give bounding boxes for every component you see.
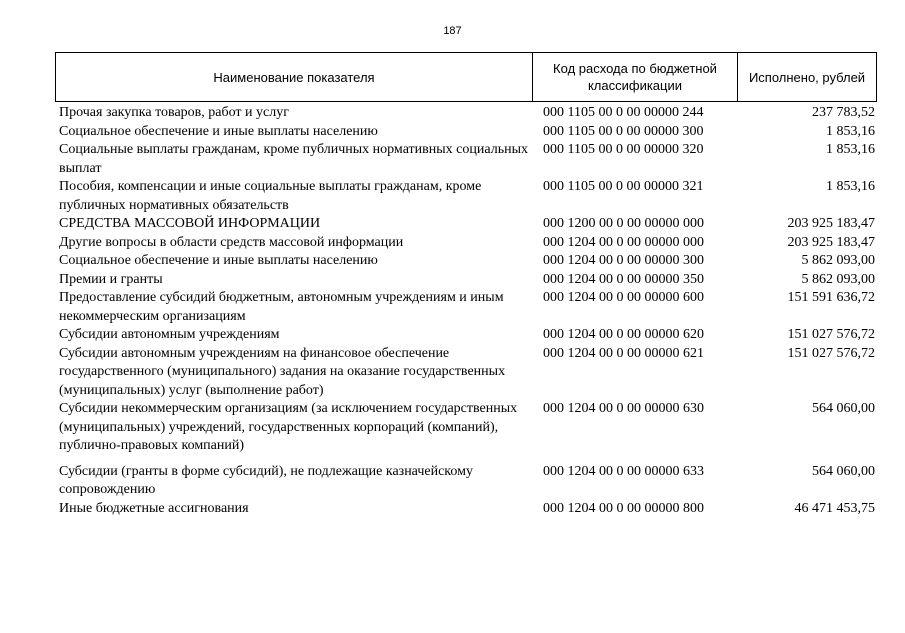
row-code: 000 1204 00 0 00 00000 621: [543, 345, 704, 361]
table-row: [55, 326, 877, 345]
row-code: 000 1204 00 0 00 00000 600: [543, 290, 704, 305]
table-row: [55, 234, 877, 253]
row-code: 000 1200 00 0 00 00000 000: [543, 216, 704, 231]
row-name: Субсидии некоммерческим организациям (за исключением государственных (муниципальных) учреждений, государственных корпораций (компаний), публично-правовых компаний): [59, 401, 518, 453]
table-row: [55, 463, 877, 500]
row-amount: 151 591 636,72: [787, 290, 875, 305]
row-name: Социальные выплаты гражданам, кроме публичных нормативных социальных выплат: [59, 142, 528, 176]
row-code: 000 1105 00 0 00 00000 321: [543, 179, 704, 194]
row-name: Предоставление субсидий бюджетным, автономным учреждениям и иным некоммерческим организациям: [59, 290, 504, 324]
row-code: 000 1105 00 0 00 00000 300: [543, 123, 704, 139]
header-name-column: Наименование показателя: [56, 53, 533, 101]
row-code: 000 1204 00 0 00 00000 630: [543, 401, 704, 416]
table-body: [55, 104, 877, 518]
row-amount: 46 471 453,75: [794, 500, 875, 516]
table-row: [55, 104, 877, 123]
row-amount: 151 027 576,72: [787, 327, 875, 342]
table-row: [55, 289, 877, 326]
row-code: 000 1204 00 0 00 00000 620: [543, 327, 704, 342]
row-amount: 1 853,16: [826, 123, 875, 139]
table-row: [55, 178, 877, 215]
row-name: Субсидии автономным учреждениям: [59, 327, 280, 342]
row-code: 000 1105 00 0 00 00000 320: [543, 142, 704, 157]
row-amount: 203 925 183,47: [787, 216, 875, 231]
table-row: [55, 400, 877, 456]
row-code: 000 1204 00 0 00 00000 300: [543, 253, 704, 268]
row-name: СРЕДСТВА МАССОВОЙ ИНФОРМАЦИИ: [59, 216, 321, 231]
row-amount: 5 862 093,00: [801, 271, 875, 287]
row-name: Прочая закупка товаров, работ и услуг: [59, 105, 289, 120]
row-name: Социальное обеспечение и иные выплаты населению: [59, 123, 378, 139]
header-code-column: Код расхода по бюджетной классификации: [533, 53, 738, 101]
row-amount: 237 783,52: [812, 105, 875, 120]
table-row: [55, 252, 877, 271]
row-amount: 564 060,00: [812, 401, 875, 416]
header-amount-column: Исполнено, рублей: [748, 69, 866, 85]
row-name: Субсидии (гранты в форме субсидий), не подлежащие казначейскому сопровождению: [59, 463, 473, 497]
table-row: [55, 271, 877, 290]
row-name: Социальное обеспечение и иные выплаты населению: [59, 253, 378, 268]
table-row: [55, 345, 877, 401]
row-name: Другие вопросы в области средств массовой информации: [59, 234, 404, 250]
row-code: 000 1204 00 0 00 00000 000: [543, 234, 704, 250]
row-name: Пособия, компенсации и иные социальные выплаты гражданам, кроме публичных нормативных обязательств: [59, 179, 482, 213]
row-code: 000 1204 00 0 00 00000 800: [543, 500, 704, 516]
row-amount: 564 060,00: [812, 463, 875, 479]
row-amount: 5 862 093,00: [801, 253, 875, 268]
table-header: [55, 52, 877, 102]
table-row: [55, 500, 877, 519]
row-name: Иные бюджетные ассигнования: [59, 500, 249, 516]
table-row: [55, 215, 877, 234]
row-name: Субсидии автономным учреждениям на финансовое обеспечение государственного (муниципального) задания на оказание государственных (муниципальных) услуг (выполнение работ): [59, 345, 506, 398]
row-code: 000 1204 00 0 00 00000 633: [543, 463, 704, 479]
row-code: 000 1204 00 0 00 00000 350: [543, 271, 704, 287]
row-amount: 1 853,16: [826, 179, 875, 194]
row-amount: 1 853,16: [826, 142, 875, 157]
table-row: [55, 141, 877, 178]
row-amount: 203 925 183,47: [787, 234, 875, 250]
table-row: [55, 123, 877, 142]
row-amount: 151 027 576,72: [787, 345, 875, 361]
page-number: 187: [443, 25, 462, 37]
row-name: Премии и гранты: [59, 271, 163, 287]
row-code: 000 1105 00 0 00 00000 244: [543, 105, 704, 120]
